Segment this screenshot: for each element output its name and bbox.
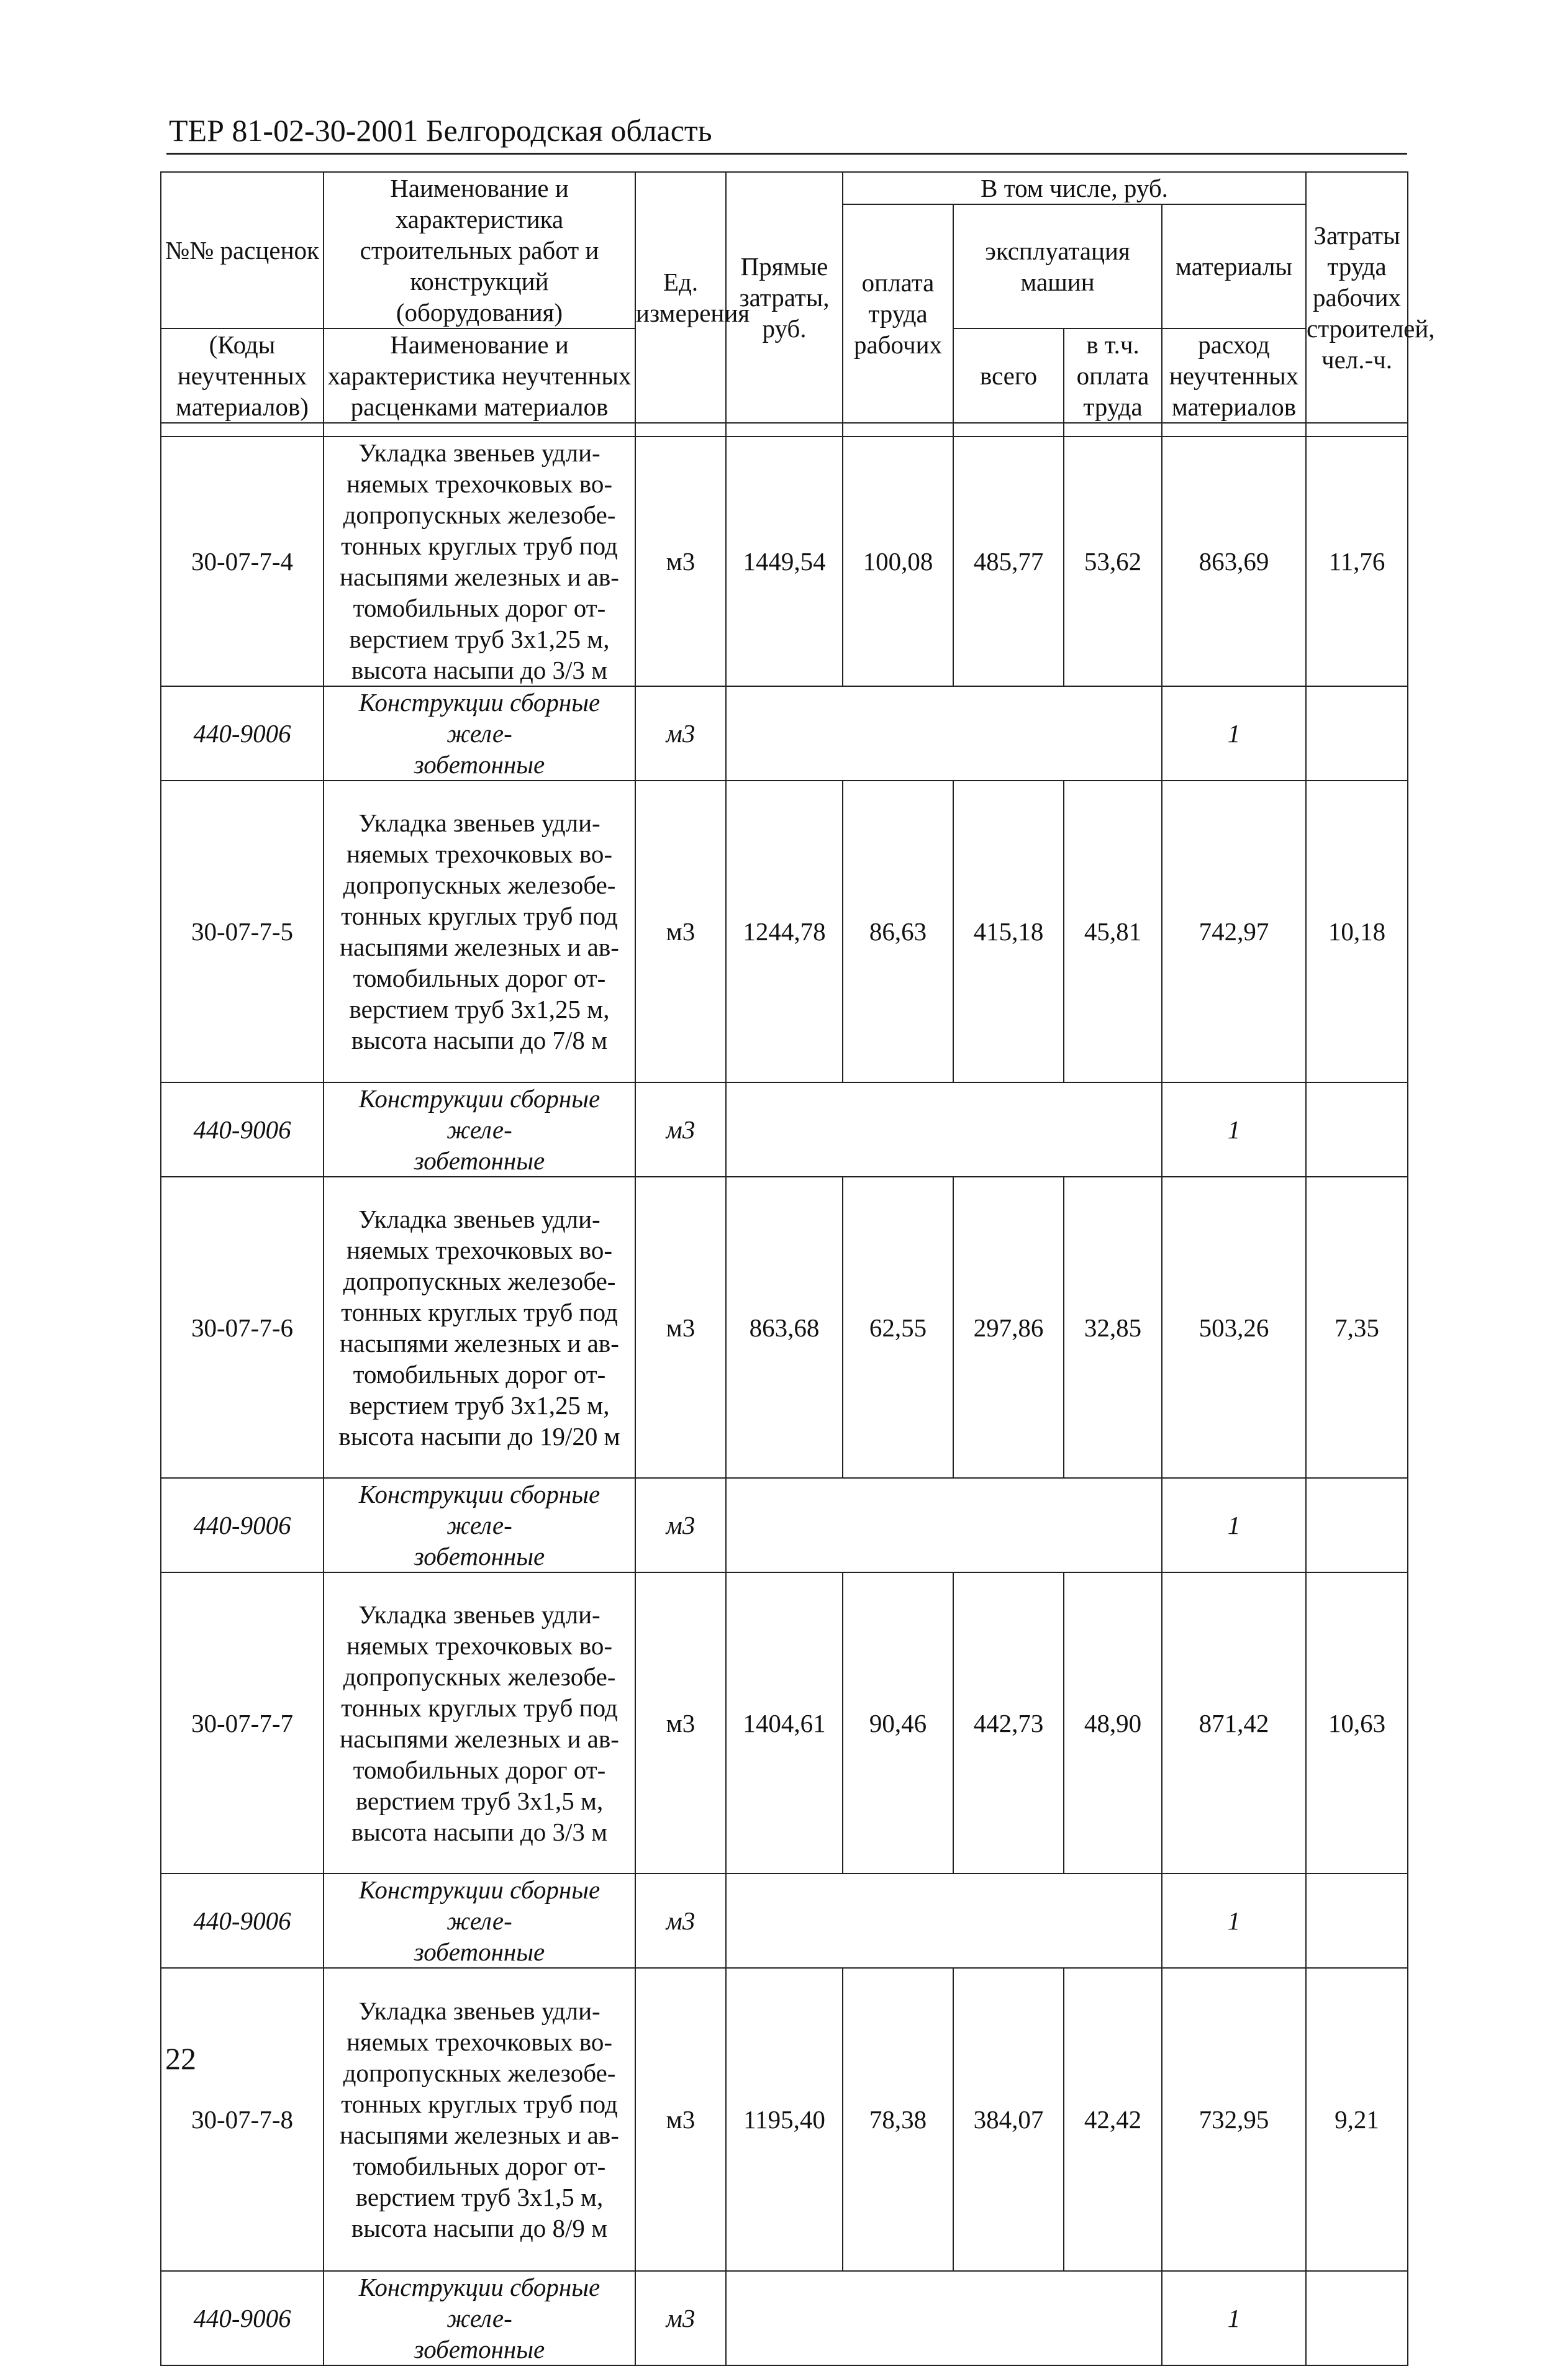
header-including: В том числе, руб. <box>843 172 1306 204</box>
material-name-line: Конструкции сборные желе- <box>358 1084 600 1144</box>
description-line: верстием труб 3х1,25 м, <box>349 995 610 1023</box>
header-code-sub: (Коды неучтенных материалов) <box>161 329 324 423</box>
labor-pay: 86,63 <box>843 781 953 1082</box>
labor-pay: 100,08 <box>843 437 953 686</box>
description-line: насыпями железных и ав- <box>340 2121 619 2149</box>
description-line: насыпями железных и ав- <box>340 1328 619 1358</box>
material-row <box>161 2271 1408 2365</box>
labor-pay: 90,46 <box>843 1572 953 1874</box>
materials-cost: 871,42 <box>1162 1572 1306 1874</box>
material-name-line: зобетонные <box>414 1542 545 1571</box>
machines-labor-pay: 45,81 <box>1064 781 1162 1082</box>
work-description <box>324 1572 635 1874</box>
material-empty-span <box>726 686 1162 781</box>
description-line: тонных круглых труб под <box>341 1297 618 1326</box>
material-name <box>324 1874 635 1968</box>
material-name <box>324 2271 635 2365</box>
material-code: 440-9006 <box>161 686 324 781</box>
work-description <box>324 1177 635 1478</box>
description-line: тонных круглых труб под <box>341 902 618 930</box>
direct-costs: 1449,54 <box>726 437 843 686</box>
spacer-cell <box>1064 423 1162 437</box>
rate-code: 30-07-7-5 <box>161 781 324 1082</box>
description-line: Укладка звеньев удли- <box>358 438 600 467</box>
material-empty-span <box>726 1082 1162 1177</box>
material-code: 440-9006 <box>161 1478 324 1572</box>
material-unit: м3 <box>635 686 726 781</box>
machines-labor-pay: 32,85 <box>1064 1177 1162 1478</box>
material-unit: м3 <box>635 2271 726 2365</box>
description-line: тонных круглых труб под <box>341 1693 618 1722</box>
description-line: верстием труб 3х1,5 м, <box>355 2183 604 2211</box>
spacer-cell <box>726 423 843 437</box>
description-line: томобильных дорог от- <box>353 1359 606 1389</box>
table-row <box>161 1572 1408 1874</box>
material-row <box>161 686 1408 781</box>
material-name-line: зобетонные <box>414 750 545 779</box>
description-line: няемых трехочковых во- <box>346 840 613 868</box>
material-quantity: 1 <box>1162 686 1306 781</box>
material-name-line: Конструкции сборные желе- <box>358 688 600 748</box>
material-row <box>161 1478 1408 1572</box>
material-labor-empty <box>1306 1082 1408 1177</box>
description-line: Укладка звеньев удли- <box>358 1204 600 1233</box>
description-line: допропускных железобе- <box>343 2059 616 2087</box>
description-line: няемых трехочковых во- <box>346 469 613 498</box>
materials-cost: 503,26 <box>1162 1177 1306 1478</box>
description-line: томобильных дорог от- <box>353 2152 606 2180</box>
description-line: высота насыпи до 19/20 м <box>338 1421 620 1451</box>
spacer-cell <box>843 423 953 437</box>
machines-total: 442,73 <box>953 1572 1064 1874</box>
spacer-cell <box>953 423 1064 437</box>
machines-total: 384,07 <box>953 1968 1064 2271</box>
description-line: высота насыпи до 7/8 м <box>351 1026 608 1054</box>
material-name-line: зобетонные <box>414 1938 545 1966</box>
materials-cost: 863,69 <box>1162 437 1306 686</box>
header-direct: Прямые затраты, руб. <box>726 172 843 423</box>
description-line: няемых трехочковых во- <box>346 1631 613 1660</box>
header-labor-pay: оплата труда рабочих <box>843 204 953 423</box>
labor-cost: 10,63 <box>1306 1572 1408 1874</box>
description-line: допропускных железобе- <box>343 501 616 529</box>
table-row <box>161 1968 1408 2271</box>
labor-cost: 7,35 <box>1306 1177 1408 1478</box>
description-line: няемых трехочковых во- <box>346 2028 613 2056</box>
rates-table <box>160 171 1435 2366</box>
labor-pay: 62,55 <box>843 1177 953 1478</box>
header-machines: эксплуатация машин <box>953 204 1162 329</box>
header-name: Наименование и характеристика строительных работ и конструкций (оборудования) <box>324 172 635 329</box>
description-line: допропускных железобе- <box>343 1662 616 1691</box>
description-line: томобильных дорог от- <box>353 964 606 992</box>
description-line: тонных круглых труб под <box>341 532 618 560</box>
labor-cost: 11,76 <box>1306 437 1408 686</box>
work-description <box>324 437 635 686</box>
material-labor-empty <box>1306 686 1408 781</box>
material-quantity: 1 <box>1162 1082 1306 1177</box>
description-line: насыпями железных и ав- <box>340 563 619 591</box>
description-line: насыпями железных и ав- <box>340 1724 619 1753</box>
description-line: высота насыпи до 3/3 м <box>351 1817 608 1846</box>
description-line: тонных круглых труб под <box>341 2090 618 2118</box>
description-line: допропускных железобе- <box>343 871 616 899</box>
material-empty-span <box>726 1478 1162 1572</box>
material-code: 440-9006 <box>161 1082 324 1177</box>
rate-code: 30-07-7-7 <box>161 1572 324 1874</box>
labor-pay: 78,38 <box>843 1968 953 2271</box>
materials-cost: 732,95 <box>1162 1968 1306 2271</box>
material-name <box>324 1082 635 1177</box>
description-line: верстием труб 3х1,25 м, <box>349 625 610 653</box>
material-quantity: 1 <box>1162 2271 1306 2365</box>
material-name-line: зобетонные <box>414 1146 545 1175</box>
work-description <box>324 1968 635 2271</box>
rate-code: 30-07-7-8 <box>161 1968 324 2271</box>
spacer-cell <box>1306 423 1408 437</box>
material-name-line: Конструкции сборные желе- <box>358 1480 600 1539</box>
unit: м3 <box>635 1968 726 2271</box>
labor-cost: 10,18 <box>1306 781 1408 1082</box>
header-unaccounted: расход неучтенных материалов <box>1162 329 1306 423</box>
unit: м3 <box>635 437 726 686</box>
machines-total: 415,18 <box>953 781 1064 1082</box>
material-unit: м3 <box>635 1082 726 1177</box>
header-materials: материалы <box>1162 204 1306 329</box>
machines-total: 297,86 <box>953 1177 1064 1478</box>
material-empty-span <box>726 1874 1162 1968</box>
table-row <box>161 437 1408 686</box>
table-body <box>161 423 1408 2365</box>
description-line: Укладка звеньев удли- <box>358 809 600 837</box>
description-line: верстием труб 3х1,25 м, <box>349 1390 610 1420</box>
material-name-line: Конструкции сборные желе- <box>358 1875 600 1935</box>
spacer-cell <box>324 423 635 437</box>
header-name-sub: Наименование и характеристика неучтенных расценками материалов <box>324 329 635 423</box>
description-line: томобильных дорог от- <box>353 1755 606 1784</box>
material-name <box>324 686 635 781</box>
material-labor-empty <box>1306 1478 1408 1572</box>
material-name-line: зобетонные <box>414 2335 545 2364</box>
material-unit: м3 <box>635 1874 726 1968</box>
page-number: 22 <box>165 2041 196 2076</box>
description-line: высота насыпи до 8/9 м <box>351 2214 608 2242</box>
machines-total: 485,77 <box>953 437 1064 686</box>
table-row <box>161 1177 1408 1478</box>
table-row <box>161 781 1408 1082</box>
unit: м3 <box>635 1572 726 1874</box>
material-quantity: 1 <box>1162 1478 1306 1572</box>
header-machines-total: всего <box>953 329 1064 423</box>
material-unit: м3 <box>635 1478 726 1572</box>
work-description <box>324 781 635 1082</box>
material-code: 440-9006 <box>161 2271 324 2365</box>
header-machines-pay: в т.ч. оплата труда <box>1064 329 1162 423</box>
material-row <box>161 1874 1408 1968</box>
description-line: Укладка звеньев удли- <box>358 1997 600 2025</box>
direct-costs: 1404,61 <box>726 1572 843 1874</box>
rate-code: 30-07-7-6 <box>161 1177 324 1478</box>
header-rule <box>166 153 1407 155</box>
unit: м3 <box>635 1177 726 1478</box>
material-name <box>324 1478 635 1572</box>
material-code: 440-9006 <box>161 1874 324 1968</box>
table-header <box>161 172 1435 423</box>
description-line: насыпями железных и ав- <box>340 933 619 961</box>
machines-labor-pay: 53,62 <box>1064 437 1162 686</box>
description-line: Укладка звеньев удли- <box>358 1600 600 1629</box>
document-header: ТЕР 81-02-30-2001 Белгородская область <box>169 113 712 148</box>
description-line: няемых трехочковых во- <box>346 1235 613 1264</box>
description-line: допропускных железобе- <box>343 1266 616 1295</box>
machines-labor-pay: 42,42 <box>1064 1968 1162 2271</box>
material-quantity: 1 <box>1162 1874 1306 1968</box>
table-spacer <box>161 423 1408 437</box>
machines-labor-pay: 48,90 <box>1064 1572 1162 1874</box>
description-line: высота насыпи до 3/3 м <box>351 656 608 684</box>
header-unit: Ед. измерения <box>635 172 726 423</box>
direct-costs: 863,68 <box>726 1177 843 1478</box>
material-name-line: Конструкции сборные желе- <box>358 2273 600 2332</box>
material-row <box>161 1082 1408 1177</box>
rate-code: 30-07-7-4 <box>161 437 324 686</box>
description-line: томобильных дорог от- <box>353 594 606 622</box>
labor-cost: 9,21 <box>1306 1968 1408 2271</box>
unit: м3 <box>635 781 726 1082</box>
direct-costs: 1244,78 <box>726 781 843 1082</box>
materials-cost: 742,97 <box>1162 781 1306 1082</box>
material-labor-empty <box>1306 1874 1408 1968</box>
spacer-cell <box>635 423 726 437</box>
header-labor-cost: Затраты труда рабочих строителей, чел.-ч. <box>1306 172 1408 423</box>
spacer-cell <box>161 423 324 437</box>
description-line: верстием труб 3х1,5 м, <box>355 1786 604 1815</box>
material-empty-span <box>726 2271 1162 2365</box>
material-labor-empty <box>1306 2271 1408 2365</box>
direct-costs: 1195,40 <box>726 1968 843 2271</box>
header-code: №№ расценок <box>161 172 324 329</box>
spacer-cell <box>1162 423 1306 437</box>
